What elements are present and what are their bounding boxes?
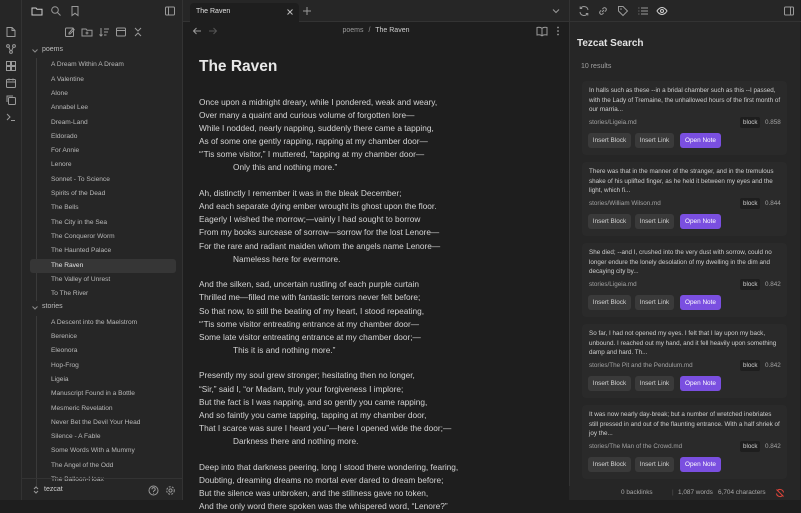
file-item-a-valentine[interactable] xyxy=(30,73,176,87)
vault-name[interactable]: tezcat xyxy=(44,486,63,493)
stanza-gap xyxy=(199,448,499,461)
file-label: Eldorado xyxy=(51,132,78,140)
file-label: Annabel Lee xyxy=(51,104,89,112)
insert-block-button[interactable]: Insert Block xyxy=(588,295,631,310)
poem-line: Once upon a midnight dreary, while I pondered, weak and weary, xyxy=(199,97,438,107)
file-item-the-conqueror-worm[interactable] xyxy=(30,230,176,244)
open-note-button[interactable]: Open Note xyxy=(680,133,721,148)
breadcrumb-folder[interactable]: poems xyxy=(342,27,364,34)
insert-link-button[interactable]: Insert Link xyxy=(635,376,674,391)
stanza-gap xyxy=(199,175,499,188)
file-label: Some Words With a Mummy xyxy=(51,447,135,455)
file-label: Eleonora xyxy=(51,347,78,355)
file-label: Dream-Land xyxy=(51,118,88,126)
file-item-dream-land[interactable] xyxy=(30,116,176,130)
file-item-for-annie[interactable] xyxy=(30,144,176,158)
graph-view-icon[interactable] xyxy=(5,43,17,55)
poem-line: Deep into that darkness peering, long I stood there wondering, fearing, xyxy=(199,461,459,472)
open-note-button[interactable]: Open Note xyxy=(680,457,721,472)
tab-list-chevron-icon[interactable] xyxy=(551,6,561,16)
settings-gear-icon[interactable] xyxy=(165,485,177,497)
more-options-icon[interactable] xyxy=(552,25,564,37)
auto-reveal-icon[interactable] xyxy=(115,26,127,38)
stanza-gap xyxy=(199,266,499,279)
file-item-mesmeric-revelation[interactable] xyxy=(30,402,176,416)
right-panel-header xyxy=(570,0,801,22)
poem-line: Darkness there and nothing more. xyxy=(233,435,359,446)
poem-line: This it is and nothing more.” xyxy=(233,344,336,355)
poem-line: Thrilled me—filled me with fantastic terrors never felt before; xyxy=(199,292,421,303)
tab-title: The Raven xyxy=(196,8,231,15)
character-count: 6,704 characters xyxy=(718,489,766,496)
poem-line: And the only word there spoken was the whispered word, “Lenore?” xyxy=(199,500,448,511)
close-tab-icon[interactable] xyxy=(285,7,295,17)
file-item-spirits-of-the-dead[interactable] xyxy=(30,187,176,201)
file-item-to-the-river[interactable] xyxy=(30,287,176,301)
file-label: The Conqueror Worm xyxy=(51,232,115,240)
poem-line: Eagerly I wished the morrow;—vainly I had sought to borrow xyxy=(199,214,421,225)
file-explorer-toolbar xyxy=(22,22,183,42)
breadcrumb-note[interactable]: The Raven xyxy=(375,27,410,34)
result-score: 0.842 xyxy=(765,443,781,450)
poem-line: Ah, distinctly I remember it was in the bleak December; xyxy=(199,188,402,199)
search-panel-title: Tezcat Search xyxy=(577,38,644,49)
tezcat-search-panel xyxy=(569,0,800,500)
file-item-alone[interactable] xyxy=(30,87,176,101)
insert-link-button[interactable]: Insert Link xyxy=(635,133,674,148)
poem-line: “Sir,” said I, “or Madam, truly your forgiveness I implore; xyxy=(199,383,404,394)
file-item-never-bet-the-devil-your-head[interactable] xyxy=(30,416,176,430)
file-item-the-bells[interactable] xyxy=(30,201,176,215)
result-score: 0.842 xyxy=(765,362,781,369)
search-result-card[interactable] xyxy=(582,162,787,236)
poem-line: Only this and nothing more.” xyxy=(233,162,338,173)
link-icon[interactable] xyxy=(597,5,609,17)
file-label: The Angel of the Odd xyxy=(51,461,114,469)
copy-icon[interactable] xyxy=(5,94,17,106)
result-type-badge: block xyxy=(740,117,760,128)
file-item-eldorado[interactable] xyxy=(30,130,176,144)
file-label: Sonnet - To Science xyxy=(51,175,110,183)
result-path: stories/Ligeia.md xyxy=(589,119,637,126)
result-path: stories/The Man of the Crowd.md xyxy=(589,443,683,450)
poem-line: So that now, to still the beating of my heart, I stood repeating, xyxy=(199,305,425,316)
folder-icon[interactable] xyxy=(31,5,43,17)
file-label: The Raven xyxy=(51,261,84,269)
result-type-badge: block xyxy=(740,279,760,290)
result-score: 0.842 xyxy=(765,281,781,288)
breadcrumb xyxy=(183,27,569,34)
file-label: Silence - A Fable xyxy=(51,433,101,441)
result-path: stories/The Pit and the Pendulum.md xyxy=(589,362,693,369)
editor-pane xyxy=(183,0,569,511)
open-note-button[interactable]: Open Note xyxy=(680,295,721,310)
poem-line: And the silken, sad, uncertain rustling of each purple curtain xyxy=(199,279,419,290)
file-label: The Valley of Unrest xyxy=(51,275,111,283)
poem-line: Nameless here for evermore. xyxy=(233,253,341,264)
result-type-badge: block xyxy=(740,441,760,452)
eye-icon[interactable] xyxy=(656,5,668,17)
terminal-icon[interactable] xyxy=(5,111,17,123)
folder-stories[interactable] xyxy=(22,301,183,315)
poem-line: That I scarce was sure I heard you”—here I opened wide the door;— xyxy=(199,422,452,433)
file-item-hop-frog[interactable] xyxy=(30,359,176,373)
file-label: Hop-Frog xyxy=(51,361,79,369)
result-excerpt: She died; --and I, crushed into the very dust with sorrow, could no longer endure the lonely desolation of my dwelling in the dim and decaying city by... xyxy=(589,249,772,275)
poem-line: Over many a quaint and curious volume of forgotten lore— xyxy=(199,110,415,121)
word-count: 1,087 words xyxy=(678,489,713,496)
file-item-the-raven[interactable] xyxy=(30,259,176,273)
results-count: 10 results xyxy=(581,63,612,70)
poem-line: As of some one gently rapping, rapping at my chamber door— xyxy=(199,136,428,147)
poem-line: For the rare and radiant maiden whom the angels name Lenore— xyxy=(199,240,441,251)
file-label: A Dream Within A Dream xyxy=(51,61,124,69)
insert-block-button[interactable]: Insert Block xyxy=(588,376,631,391)
file-item-a-dream-within-a-dream[interactable] xyxy=(30,58,176,72)
file-item-berenice[interactable] xyxy=(30,330,176,344)
poem-line: Presently my soul grew stronger; hesitating then no longer, xyxy=(199,370,415,381)
poem-line: And each separate dying ember wrought its ghost upon the floor. xyxy=(199,201,437,212)
result-type-badge: block xyxy=(740,198,760,209)
open-note-button[interactable]: Open Note xyxy=(680,214,721,229)
file-label: The Haunted Palace xyxy=(51,247,112,255)
file-label: Mesmeric Revelation xyxy=(51,404,113,412)
stanza-gap xyxy=(199,357,499,370)
left-ribbon xyxy=(0,0,22,500)
poem-line: But the fact is I was napping, and so gently you came rapping, xyxy=(199,396,428,407)
chevron-down-icon xyxy=(31,304,39,312)
insert-block-button[interactable]: Insert Block xyxy=(588,133,631,148)
result-path: stories/William Wilson.md xyxy=(589,200,661,207)
poem-line: “’Tis some visitor entreating entrance at my chamber door— xyxy=(199,318,420,329)
file-explorer-sidebar xyxy=(22,0,183,500)
file-label: The Balloon-Hoax xyxy=(51,476,104,483)
file-label: Manuscript Found in a Bottle xyxy=(51,390,135,398)
poem-line: Doubting, dreaming dreams no mortal ever dared to dream before; xyxy=(199,474,444,485)
result-excerpt: It was now nearly day-break; but a number of wretched inebriates still pressed in and out of the flaunting entrance. With a half shriek of joy the... xyxy=(589,411,780,437)
file-open-icon[interactable] xyxy=(5,26,17,38)
backlinks-count[interactable]: 0 backlinks xyxy=(621,489,653,496)
result-type-badge: block xyxy=(740,360,760,371)
vault-switcher[interactable] xyxy=(22,478,183,500)
calendar-icon[interactable] xyxy=(5,77,17,89)
file-item-manuscript-found-in-a-bottle[interactable] xyxy=(30,387,176,401)
file-item-sonnet-to-science[interactable] xyxy=(30,173,176,187)
file-label: A Descent into the Maelstrom xyxy=(51,318,138,326)
file-label: Berenice xyxy=(51,333,78,340)
file-label: The Bells xyxy=(51,204,79,212)
folder-label: stories xyxy=(42,303,63,311)
note-title: The Raven xyxy=(199,58,278,75)
new-tab-plus-icon[interactable] xyxy=(302,6,312,16)
canvas-grid-icon[interactable] xyxy=(5,60,17,72)
search-result-card[interactable] xyxy=(582,243,787,317)
file-label: A Valentine xyxy=(51,75,84,83)
collapse-all-icon[interactable] xyxy=(132,26,144,38)
status-bar: 0 backlinks | 1,087 words 6,704 characters xyxy=(569,486,800,500)
view-header xyxy=(183,22,569,40)
result-excerpt: In halls such as these --in a bridal chamber such as this --I passed, with the Lady of Tremaine, the unhallowed hours of the first month of our marria... xyxy=(589,87,781,113)
file-label: Never Bet the Devil Your Head xyxy=(51,418,141,426)
poem-line: From my books surcease of sorrow—sorrow for the lost Lenore— xyxy=(199,227,440,238)
new-folder-icon[interactable] xyxy=(81,26,93,38)
breadcrumb-separator: / xyxy=(368,27,371,34)
file-label: To The River xyxy=(51,290,89,298)
open-note-button[interactable]: Open Note xyxy=(680,376,721,391)
help-icon[interactable] xyxy=(148,485,160,497)
sort-icon[interactable] xyxy=(98,26,110,38)
bookmark-icon[interactable] xyxy=(69,5,81,17)
file-label: Alone xyxy=(51,89,68,97)
poem-line: Some late visitor entreating entrance at my chamber door;— xyxy=(199,331,421,342)
insert-link-button[interactable]: Insert Link xyxy=(635,295,674,310)
result-excerpt: There was that in the manner of the stranger, and in the tremulous shake of his uplifted finger, as he held it between my eyes and the light, which fi... xyxy=(589,168,774,194)
new-note-icon[interactable] xyxy=(64,26,76,38)
poem-line: And so faintly you came tapping, tapping at my chamber door, xyxy=(199,409,427,420)
right-sidebar-toggle-icon[interactable] xyxy=(783,5,795,17)
insert-link-button[interactable]: Insert Link xyxy=(635,457,674,472)
tag-icon[interactable] xyxy=(617,5,629,17)
reading-view-book-icon[interactable] xyxy=(536,25,548,37)
file-item-silence-a-fable[interactable] xyxy=(30,430,176,444)
file-item-the-haunted-palace[interactable] xyxy=(30,244,176,258)
outline-list-icon[interactable] xyxy=(637,5,649,17)
file-label: Spirits of the Dead xyxy=(51,190,106,197)
result-excerpt: So far, I had not opened my eyes. I felt that I lay upon my back, unbound. I reached out my hand, and it fell heavily upon something damp and hard. Th... xyxy=(589,330,777,356)
chevron-down-icon xyxy=(31,47,39,55)
folder-poems[interactable] xyxy=(22,44,183,58)
result-path: stories/Ligeia.md xyxy=(589,281,637,288)
tab-bar xyxy=(183,0,569,22)
search-icon[interactable] xyxy=(50,5,62,17)
file-tree xyxy=(22,44,183,483)
sync-error-icon[interactable] xyxy=(775,488,785,498)
file-label: The City in the Sea xyxy=(51,218,108,226)
poem-line: “’Tis some visitor,” I muttered, “tapping at my chamber door— xyxy=(199,149,425,160)
vault-chevron-icon xyxy=(31,485,43,497)
search-result-card[interactable] xyxy=(582,324,787,398)
file-label: Lenore xyxy=(51,161,72,169)
insert-block-button[interactable]: Insert Block xyxy=(588,457,631,472)
file-item-some-words-with-a-mummy[interactable] xyxy=(30,444,176,458)
result-score: 0.858 xyxy=(765,119,781,126)
sidebar-tab-header xyxy=(22,0,183,22)
poem-line: While I nodded, nearly napping, suddenly there came a tapping, xyxy=(199,123,434,134)
file-item-lenore[interactable] xyxy=(30,158,176,172)
folder-label: poems xyxy=(42,46,64,53)
sidebar-toggle-icon[interactable] xyxy=(164,5,176,17)
search-result-card[interactable] xyxy=(582,405,787,479)
file-item-eleonora[interactable] xyxy=(30,344,176,358)
result-score: 0.844 xyxy=(765,200,781,207)
file-item-the-city-in-the-sea[interactable] xyxy=(30,216,176,230)
search-result-card[interactable] xyxy=(582,81,787,155)
file-label: Ligeia xyxy=(51,375,69,383)
poem-line: But the silence was unbroken, and the stillness gave no token, xyxy=(199,487,429,498)
sync-status-icon[interactable] xyxy=(578,5,590,17)
file-item-annabel-lee[interactable] xyxy=(30,101,176,115)
insert-block-button[interactable]: Insert Block xyxy=(588,214,631,229)
file-item-ligeia[interactable] xyxy=(30,373,176,387)
note-body[interactable] xyxy=(199,96,499,513)
file-item-the-valley-of-unrest[interactable] xyxy=(30,273,176,287)
file-item-the-angel-of-the-odd[interactable] xyxy=(30,459,176,473)
insert-link-button[interactable]: Insert Link xyxy=(635,214,674,229)
file-item-a-descent-into-the-maelstrom[interactable] xyxy=(30,316,176,330)
file-label: For Annie xyxy=(51,147,80,155)
tab-the-raven[interactable] xyxy=(190,3,299,22)
